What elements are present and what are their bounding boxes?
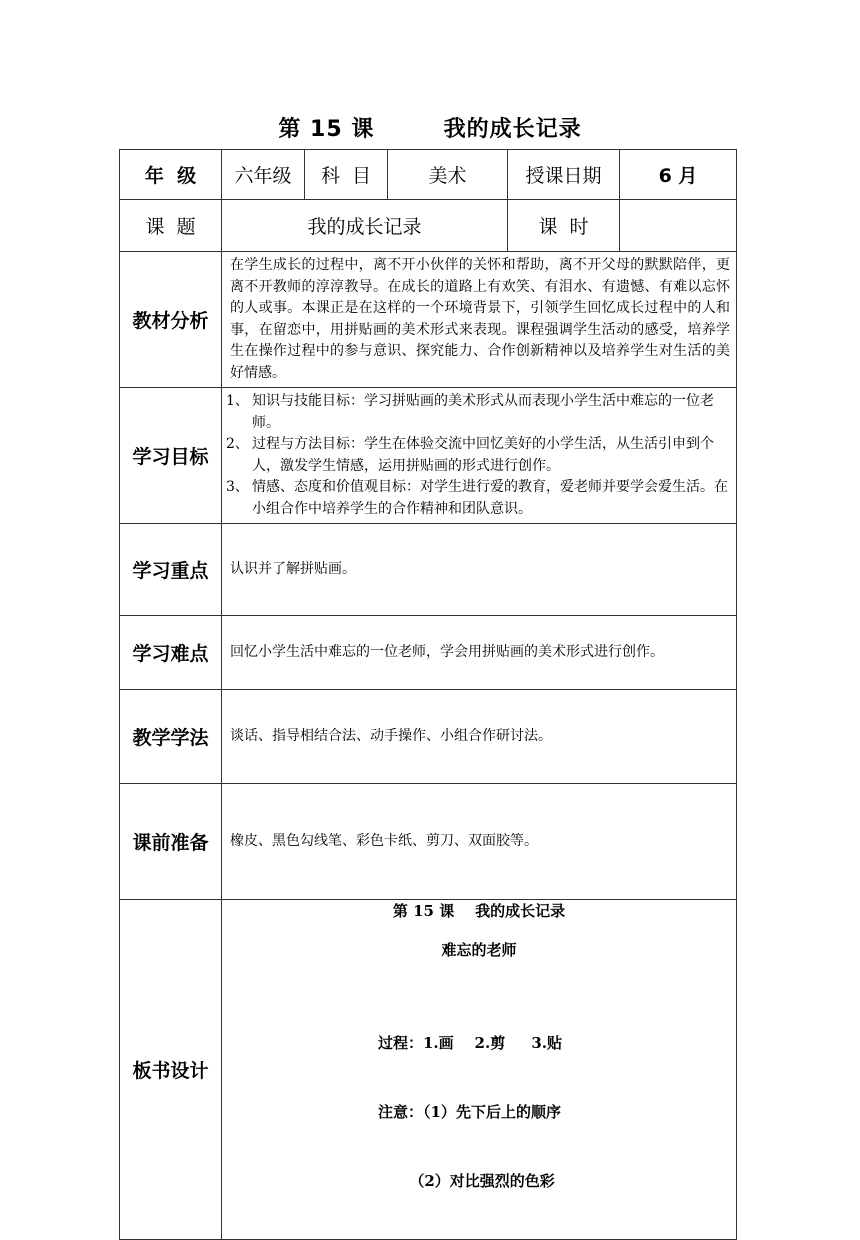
header-row-1 [120, 150, 737, 200]
goal-text-2: 过程与方法目标：学生在体验交流中回忆美好的小学生活，从生活引申到个人，激发学生情感，运用拼贴画的形式进行创作。 [252, 436, 714, 474]
board-label: 板书设计 [120, 900, 222, 1240]
board-title: 第 15 课 我的成长记录 [392, 902, 566, 920]
board-steps [222, 986, 736, 1239]
goal-number-1: 1、 [226, 393, 249, 409]
goals-cell [222, 388, 737, 524]
key-points-label: 学习重点 [120, 524, 222, 616]
header-row-2 [120, 200, 737, 252]
hours-label: 课 时 [508, 200, 620, 252]
subject-label: 科 目 [305, 150, 388, 200]
board-line-1: 过程：1.画 2.剪 3.贴 [378, 1034, 562, 1052]
goals-list [222, 391, 730, 520]
goal-item-3 [222, 477, 730, 520]
goal-text-3: 情感、态度和价值观目标：对学生进行爱的教育，爱老师并要学会爱生活。在小组合作中培养学生的合作精神和团队意识。 [252, 479, 728, 517]
preparation-text: 橡皮、黑色勾线笔、彩色卡纸、剪刀、双面胶等。 [222, 784, 737, 900]
topic-label: 课 题 [120, 200, 222, 252]
board-line-3: （2）对比强烈的色彩 [378, 1172, 555, 1190]
key-points-row [120, 524, 737, 616]
lesson-plan-table [119, 149, 737, 1240]
goals-row [120, 388, 737, 524]
topic-value: 我的成长记录 [222, 200, 508, 252]
board-subtitle: 难忘的老师 [441, 941, 517, 959]
methods-row [120, 690, 737, 784]
subject-value: 美术 [388, 150, 508, 200]
grade-value: 六年级 [222, 150, 305, 200]
preparation-row [120, 784, 737, 900]
goal-item-2 [222, 434, 730, 477]
methods-label: 教学学法 [120, 690, 222, 784]
hours-value [620, 200, 737, 252]
page-title: 第 15 课 我的成长记录 [278, 117, 582, 142]
grade-label: 年 级 [120, 150, 222, 200]
goal-number-3: 3、 [226, 479, 249, 495]
preparation-label: 课前准备 [120, 784, 222, 900]
analysis-label: 教材分析 [120, 252, 222, 388]
key-points-text: 认识并了解拼贴画。 [222, 524, 737, 616]
difficulties-label: 学习难点 [120, 616, 222, 690]
goal-text-1: 知识与技能目标：学习拼贴画的美术形式从而表现小学生活中难忘的一位老师。 [252, 393, 714, 431]
analysis-text: 在学生成长的过程中，离不开小伙伴的关怀和帮助，离不开父母的默默陪伴，更离不开教师的淳淳教导。在成长的道路上有欢笑、有泪水、有遗憾、有难以忘怀的人或事。本课正是在这样的一个环境背景下，引领学生回忆成长过程中的人和事，在留恋中，用拼贴画的美术形式来表现。课程强调学生活动的感受，培养学生在操作过程中的参与意识、探究能力、合作创新精神以及培养学生对生活的美好情感。 [222, 252, 737, 388]
analysis-row [120, 252, 737, 388]
methods-text: 谈话、指导相结合法、动手操作、小组合作研讨法。 [222, 690, 737, 784]
board-design [222, 900, 737, 1240]
goals-label: 学习目标 [120, 388, 222, 524]
difficulties-text: 回忆小学生活中难忘的一位老师，学会用拼贴画的美术形式进行创作。 [222, 616, 737, 690]
board-line-2: 注意：（1）先下后上的顺序 [378, 1103, 561, 1121]
goal-number-2: 2、 [226, 436, 249, 452]
board-row [120, 900, 737, 1240]
difficulties-row [120, 616, 737, 690]
goal-item-1 [222, 391, 730, 434]
date-value: 6 月 [620, 150, 737, 200]
date-label: 授课日期 [508, 150, 620, 200]
